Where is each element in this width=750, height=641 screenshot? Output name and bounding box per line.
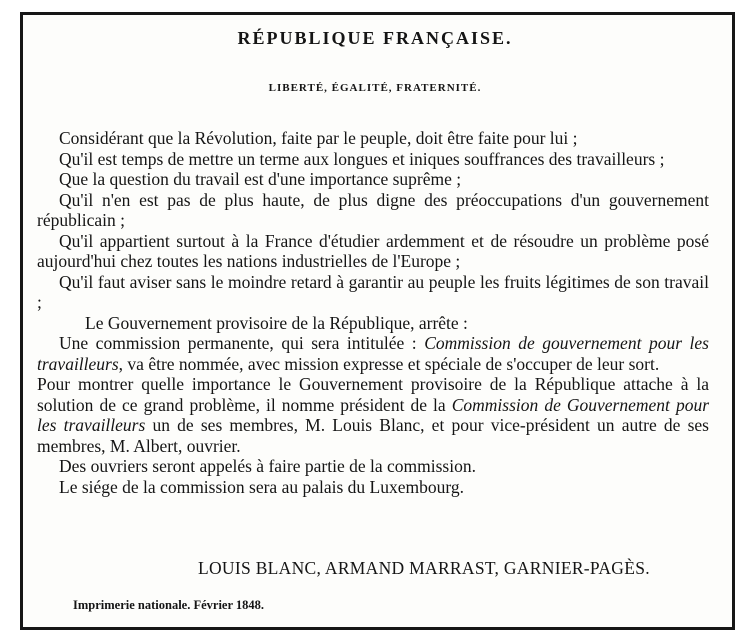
paragraph-8-end: , va être nommée, avec mission expresse et spéciale de s'occuper de leur sort. (118, 353, 660, 374)
paragraph-2: Qu'il est temps de mettre un terme aux longues et iniques souffrances des travailleurs ; (59, 148, 665, 169)
paragraph-9-end: un de ses membres, M. Louis Blanc, et pour vice-président un autre de ses membres, M. Albert, ouvrier. (37, 415, 709, 456)
paragraph-6: Qu'il faut aviser sans le moindre retard à garantir au peuple les fruits légitimes de son travail ; (37, 271, 709, 312)
paragraph-9 (37, 374, 709, 456)
document-title: RÉPUBLIQUE FRANÇAISE. (237, 28, 513, 48)
paragraph-8-start: Une commission permanente, qui sera intitulée : (59, 333, 425, 353)
paragraph-4: Qu'il n'en est pas de plus haute, de plus digne des préoccupations d'un gouvernement républicain ; (37, 189, 709, 230)
paragraph-7: Le Gouvernement provisoire de la République, arrête : (85, 312, 468, 333)
signatures: LOUIS BLANC, ARMAND MARRAST, GARNIER-PAGÈS. (198, 558, 650, 578)
paragraph-9-start: Pour montrer quelle importance le Gouvernement provisoire de la République attache à la solution de ce grand problème, il nomme président de la (37, 374, 709, 415)
imprint-line: Imprimerie nationale. Février 1848. (73, 598, 265, 612)
paragraph-3: Que la question du travail est d'une importance suprême ; (59, 169, 462, 189)
bottom-rule (23, 627, 732, 630)
paragraph-11: Le siége de la commission sera au palais du Luxembourg. (59, 476, 464, 497)
paragraph-5: Qu'il appartient surtout à la France d'étudier ardemment et de résoudre un problème posé aujourd'hui chez toutes les nations industrielles de l'Europe ; (37, 230, 709, 271)
paragraph-8 (37, 333, 709, 374)
paragraph-10: Des ouvriers seront appelés à faire partie de la commission. (59, 456, 476, 476)
paragraph-1: Considérant que la Révolution, faite par le peuple, doit être faite pour lui ; (59, 128, 578, 148)
commission-name: Commission de gouvernement pour les travailleurs (37, 333, 709, 374)
document-motto: LIBERTÉ, ÉGALITÉ, FRATERNITÉ. (268, 82, 482, 94)
decree-body (37, 128, 709, 497)
commission-name-2: Commission de Gouvernement pour les travailleurs (37, 394, 710, 435)
